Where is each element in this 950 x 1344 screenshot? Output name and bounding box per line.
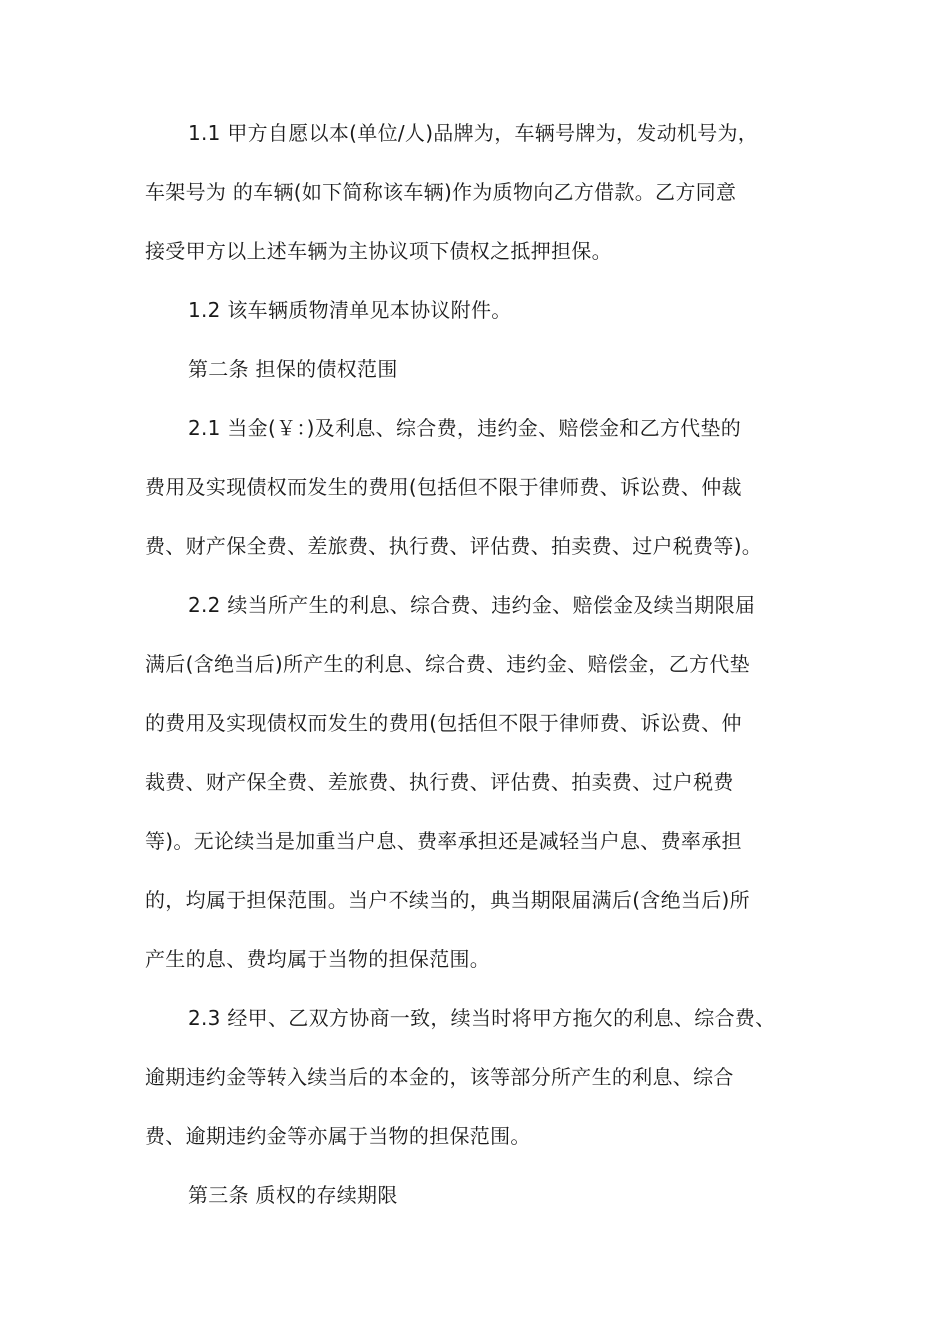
article-3-heading	[145, 1166, 835, 1225]
text-line: 费用及实现债权而发生的费用(包括但不限于律师费、诉讼费、仲裁	[145, 475, 742, 499]
text-line: 费、逾期违约金等亦属于当物的担保范围。	[145, 1124, 531, 1148]
article-2-heading	[145, 340, 835, 399]
text-line: 的费用及实现债权而发生的费用(包括但不限于律师费、诉讼费、仲	[145, 711, 742, 735]
text-line: 接受甲方以上述车辆为主协议项下债权之抵押担保。	[145, 239, 612, 263]
clause-1-1-paragraph	[145, 104, 835, 281]
clause-2-2-paragraph	[145, 576, 835, 989]
text-line: 的，均属于担保范围。当户不续当的，典当期限届满后(含绝当后)所	[145, 888, 750, 912]
text-line: 第二条 担保的债权范围	[188, 357, 398, 381]
text-line: 逾期违约金等转入续当后的本金的，该等部分所产生的利息、综合	[145, 1065, 734, 1089]
text-line: 第三条 质权的存续期限	[188, 1183, 398, 1207]
text-line: 车架号为 的车辆(如下简称该车辆)作为质物向乙方借款。乙方同意	[145, 180, 737, 204]
clause-2-3-paragraph	[145, 989, 835, 1166]
text-line: 产生的息、费均属于当物的担保范围。	[145, 947, 491, 971]
text-line: 裁费、财产保全费、差旅费、执行费、评估费、拍卖费、过户税费	[145, 770, 734, 794]
clause-2-1-paragraph	[145, 399, 835, 576]
text-line: 满后(含绝当后)所产生的利息、综合费、违约金、赔偿金，乙方代垫	[145, 652, 750, 676]
text-line: 2.3 经甲、乙双方协商一致，续当时将甲方拖欠的利息、综合费、	[188, 1006, 776, 1030]
text-line: 1.1 甲方自愿以本(单位/人)品牌为，车辆号牌为，发动机号为，	[188, 121, 759, 145]
text-line: 费、财产保全费、差旅费、执行费、评估费、拍卖费、过户税费等)。	[145, 534, 763, 558]
document-body	[145, 104, 835, 1225]
clause-1-2-paragraph	[145, 281, 835, 340]
text-line: 2.1 当金(￥：)及利息、综合费，违约金、赔偿金和乙方代垫的	[188, 416, 742, 440]
text-line: 1.2 该车辆质物清单见本协议附件。	[188, 298, 512, 322]
text-line: 2.2 续当所产生的利息、综合费、违约金、赔偿金及续当期限届	[188, 593, 756, 617]
text-line: 等)。无论续当是加重当户息、费率承担还是减轻当户息、费率承担	[145, 829, 742, 853]
